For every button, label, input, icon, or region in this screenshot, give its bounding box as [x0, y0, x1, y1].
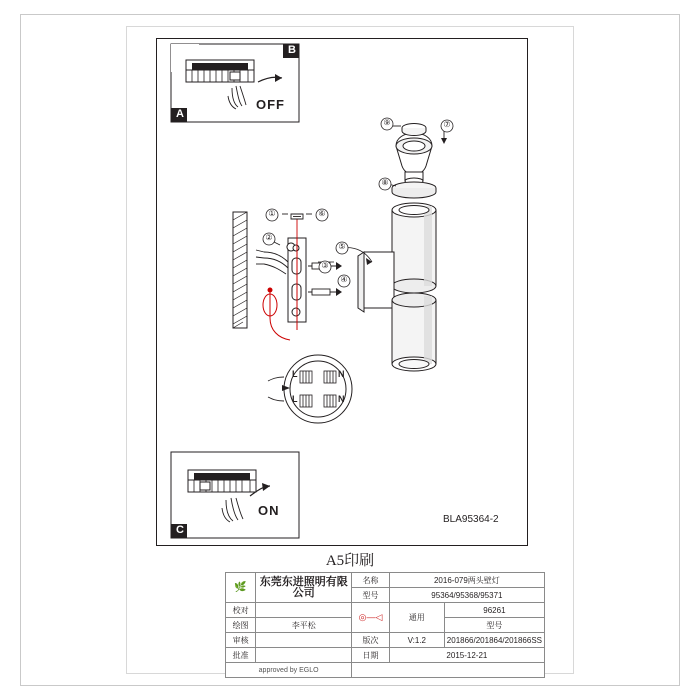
version-label: 版次: [352, 633, 390, 648]
row-value-4: [256, 648, 352, 663]
date-label: 日期: [352, 648, 390, 663]
empty-cell: [352, 663, 545, 678]
step-marker-7: ⑦: [443, 120, 451, 129]
row-value2-3-alt: 型号: [444, 618, 544, 633]
terminal-label-n-bottom: N: [338, 394, 345, 404]
title-block-table: [225, 572, 545, 678]
row-key-4: 批准: [226, 648, 256, 663]
table-row: [226, 648, 545, 663]
print-title: A5印刷: [325, 553, 375, 569]
table-row: [226, 573, 545, 588]
callout-letter-c: C: [176, 524, 184, 536]
row-key-0: 名称: [352, 573, 390, 588]
table-row: [226, 633, 545, 648]
switch-off-label: OFF: [256, 97, 285, 112]
step-marker-5: ⑤: [338, 242, 346, 251]
approved-note: approved by EGLO: [226, 663, 352, 678]
row-key-3: 审核: [226, 633, 256, 648]
row-key-2: 绘图: [226, 618, 256, 633]
row-key-1: 校对: [226, 603, 256, 618]
row-value-3: [256, 633, 352, 648]
row-value-0: 2016-079两头壁灯: [389, 573, 544, 588]
row-label2-1: 型号: [352, 588, 390, 603]
stamp-icon: ◎—◁: [358, 612, 383, 622]
row-value2-1: 95364/95368/95371: [389, 588, 544, 603]
date-value: 2015-12-21: [389, 648, 544, 663]
row-value-1: [256, 603, 352, 618]
step-marker-8: ⑧: [381, 178, 389, 187]
version-value: V:1.2: [389, 633, 444, 648]
row-value2-2: 96261: [444, 603, 544, 618]
drawing-code: BLA95364-2: [443, 514, 499, 525]
terminal-label-l-top: L: [292, 369, 298, 379]
row-label2-2: 通用: [389, 603, 444, 633]
table-row: [226, 603, 545, 618]
step-marker-2: ②: [265, 233, 273, 242]
table-row: [226, 663, 545, 678]
leaf-logo-icon: 🌿: [234, 582, 247, 593]
step-marker-3: ③: [321, 261, 329, 270]
approval-stamp: [352, 603, 390, 633]
company-logo-cell: [226, 573, 256, 603]
row-value-2: 李平松: [256, 618, 352, 633]
terminal-label-l-bottom: L: [292, 394, 298, 404]
company-name: 东莞东进照明有限公司: [256, 573, 352, 603]
callout-letter-b: B: [288, 44, 296, 56]
step-marker-1: ①: [268, 209, 276, 218]
callout-letter-a: A: [176, 108, 184, 120]
terminal-label-n-top: N: [338, 369, 345, 379]
step-marker-9: ⑨: [383, 118, 391, 127]
switch-on-label: ON: [258, 503, 280, 518]
step-marker-6: ⑥: [318, 209, 326, 218]
row-value2-4: 201866/201864/201866SS: [444, 633, 544, 648]
step-marker-4: ④: [340, 275, 348, 284]
